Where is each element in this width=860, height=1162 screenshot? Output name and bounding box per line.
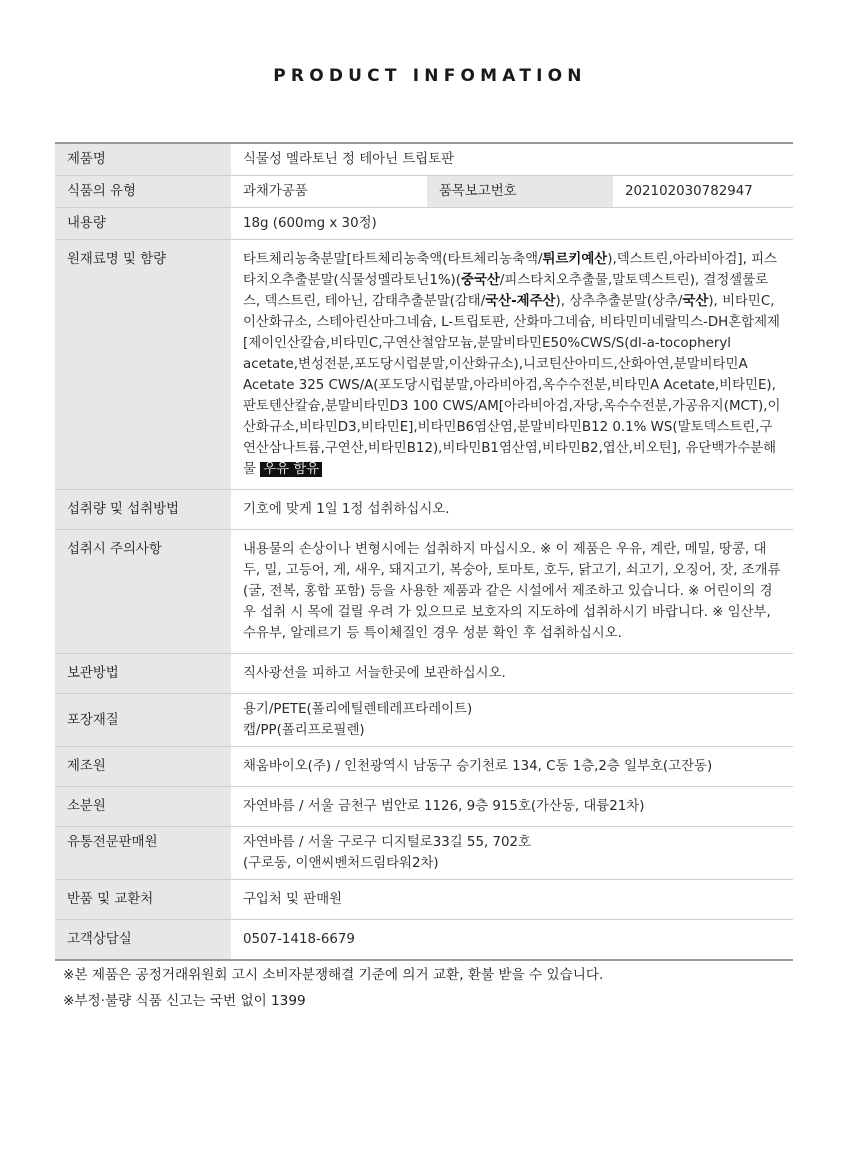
row-returns <box>55 880 793 920</box>
caution-value: 내용물의 손상이나 변형시에는 섭취하지 마십시오. ※ 이 제품은 우유, 계란, 메밀, 땅콩, 대두, 밀, 고등어, 게, 새우, 돼지고기, 복숭아, 토마토, 호두, 닭고기, 쇠고기, 오징어, 잣, 조개류(굴, 전복, 홍합 포함) 등을 사용한 제품과 같은 시설에서 제조하고 있습니다. ※ 어린이의 경우 섭취 시 목에 걸릴 우려 가 있으므로 보호자의 지도하에 섭취하시기 바랍니다. ※ 임산부, 수유부, 알레르기 등 특이체질인 경우 성분 확인 후 섭취하십시오. <box>231 530 793 654</box>
ingredients-text-3: /피스타치오추출물,말토덱스트린), 결정셀룰로스, 덱스트린, 테아닌, 감태추출분말(감태/ <box>243 273 769 309</box>
report-number-value: 20210203078294​7 <box>613 176 793 208</box>
row-caution <box>55 530 793 654</box>
ingredients-text-2: ),덱스트린,아라비아검], 피스타치오추출분말(식물성멜라토닌1%)( <box>243 252 777 288</box>
origin-turkiye: 튀르키예산 <box>542 252 608 267</box>
intake-label: 섭취량 및 섭취방법 <box>55 490 231 530</box>
customer-service-value: 0507-1418-6679 <box>231 920 793 961</box>
returns-label: 반품 및 교환처 <box>55 880 231 920</box>
capacity-label: 내용량 <box>55 208 231 240</box>
packaging-value <box>231 694 793 747</box>
capacity-value: 18g (600mg x 30정) <box>231 208 793 240</box>
seller-label: 소분원 <box>55 787 231 827</box>
food-type-label: 식품의 유형 <box>55 176 231 208</box>
ingredients-value <box>231 240 793 490</box>
storage-value: 직사광선을 피하고 서늘한곳에 보관하십시오. <box>231 654 793 694</box>
distributor-line-2: (구로동, 이앤씨벤처드림타워2차) <box>243 856 439 871</box>
ingredients-text-5: ), 비타민C, 이산화규소, 스테아린산마그네슘, L-트립토판, 산화마그네슘, 비타민미네랄믹스-DH혼합제제[제이인산칼슘,비타민C,구연산철암모늄,분말비타민E50%CWS/S(dl-a-tocopheryl acetate,변성전분,포도당시럽분말,이산화규소),니코틴산아미드,산화아연,분말비타민A Acetate 325 CWS/A(포도당시럽분말,아라비아검,옥수수전분,비타민A Acetate,비타민E),판토텐산칼슘,분말비타민D3 100 CWS/AM[아라비아검,자당,옥수수전분,가공유지(MCT),이산화규소,비타민D3,비타민E],비타민B6염산염,분말비타민B12 0.1% WS(말토덱스트린,구연산삼나트륨,구연산,비타민B12),비타민B1염산염,비타민B2,엽산,비오틴], 유단백가수분해물 <box>243 294 781 477</box>
footer-notes <box>63 962 603 1014</box>
product-info-table <box>55 142 793 961</box>
row-ingredients <box>55 240 793 490</box>
row-distributor <box>55 827 793 880</box>
packaging-line-2: 캡/PP(폴리프로필렌) <box>243 723 365 738</box>
origin-korea: 국산 <box>682 294 709 309</box>
row-food-type <box>55 176 793 208</box>
returns-value: 구입처 및 판매원 <box>231 880 793 920</box>
row-manufacturer <box>55 747 793 787</box>
milk-allergen-badge: 우유 함유 <box>260 462 322 477</box>
row-seller <box>55 787 793 827</box>
row-capacity <box>55 208 793 240</box>
row-customer-service <box>55 920 793 961</box>
ingredients-label: 원재료명 및 함량 <box>55 240 231 490</box>
refund-notice: ※본 제품은 공정거래위원회 고시 소비자분쟁해결 기준에 의거 교환, 환불 받을 수 있습니다. <box>63 967 604 983</box>
storage-label: 보관방법 <box>55 654 231 694</box>
ingredients-text-1: 타트체리농축분말[타트체리농축액(타트체리농축액/ <box>243 252 543 267</box>
distributor-label: 유통전문판매원 <box>55 827 231 880</box>
report-number-label: 품목보고번호 <box>427 176 613 208</box>
row-intake <box>55 490 793 530</box>
origin-china: 중국산 <box>461 273 500 288</box>
manufacturer-value: 채움바이오(주) / 인천광역시 남동구 승기천로 134, C동 1층,2층 일부호(고잔동) <box>231 747 793 787</box>
customer-service-label: 고객상담실 <box>55 920 231 961</box>
distributor-line-1: 자연바름 / 서울 구로구 디지털로33길 55, 702호 <box>243 835 531 850</box>
row-product-name <box>55 143 793 176</box>
intake-value: 기호에 맞게 1일 1정 섭취하십시오. <box>231 490 793 530</box>
seller-value: 자연바름 / 서울 금천구 범안로 1126, 9층 915호(가산동, 대륭21차) <box>231 787 793 827</box>
row-storage <box>55 654 793 694</box>
packaging-label: 포장재질 <box>55 694 231 747</box>
product-name-value: 식물성 멜라토닌 정 테아닌 트립토판 <box>231 143 793 176</box>
row-packaging <box>55 694 793 747</box>
caution-label: 섭취시 주의사항 <box>55 530 231 654</box>
report-hotline-notice: ※부정·불량 식품 신고는 국번 없이 1399 <box>63 993 306 1009</box>
packaging-line-1: 용기/PETE(폴리에틸렌테레프타레이트) <box>243 702 473 717</box>
page-title: PRODUCT INFOMATION <box>273 66 587 86</box>
food-type-value: 과채가공품 <box>231 176 427 208</box>
ingredients-text-4: ), 상추추출분말(상추/ <box>555 294 683 309</box>
product-name-label: 제품명 <box>55 143 231 176</box>
manufacturer-label: 제조원 <box>55 747 231 787</box>
origin-jeju: 국산-제주산 <box>485 294 556 309</box>
distributor-value <box>231 827 793 880</box>
